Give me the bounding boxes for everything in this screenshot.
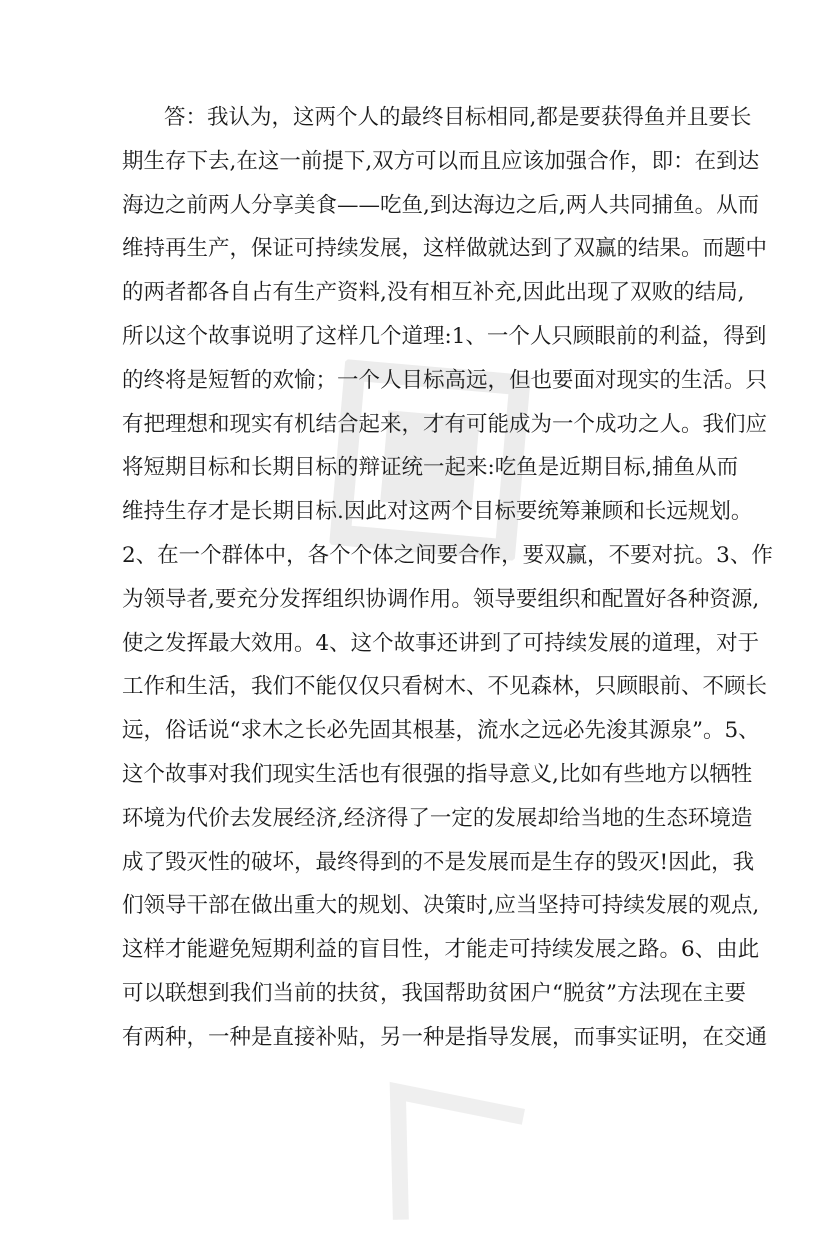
text-line: 工作和生活，我们不能仅仅只看树木、不见森林，只顾眼前、不顾长 [122, 674, 768, 700]
text-line: 环境为代价去发展经济,经济得了一定的发展却给当地的生态环境造 [122, 805, 753, 831]
text-line: 为领导者,要充分发挥组织协调作用。领导要组织和配置好各种资源, [122, 586, 760, 612]
text-line: 海边之前两人分享美食——吃鱼,到达海边之后,两人共同捕鱼。从而 [122, 192, 760, 218]
text-line: 的终将是短暂的欢愉；一个人目标高远，但也要面对现实的生活。只 [122, 367, 768, 393]
text-line: 2、在一个群体中，各个个体之间要合作，要双赢，不要对抗。3、作 [122, 542, 773, 568]
answer-paragraph [122, 96, 773, 1060]
text-line: 维持再生产，保证可持续发展，这样做就达到了双赢的结果。而题中 [122, 236, 768, 262]
text-line: 有两种，一种是直接补贴，另一种是指导发展，而事实证明，在交通 [122, 1024, 768, 1050]
text-line: 可以联想到我们当前的扶贫，我国帮助贫困户“脱贫”方法现在主要 [122, 980, 746, 1006]
text-line: 答：我认为，这两个人的最终目标相同,都是要获得鱼并且要长 [164, 105, 752, 130]
text-line: 维持生存才是长期目标.因此对这两个目标要统筹兼顾和长远规划。 [122, 499, 753, 525]
text-line: 使之发挥最大效用。4、这个故事还讲到了可持续发展的道理，对于 [122, 630, 760, 656]
text-line: 这个故事对我们现实生活也有很强的指导意义,比如有些地方以牺牲 [122, 761, 753, 787]
text-line: 们领导干部在做出重大的规划、决策时,应当坚持可持续发展的观点, [122, 893, 760, 919]
text-line: 的两者都各自占有生产资料,没有相互补充,因此出现了双败的结局, [122, 280, 745, 306]
text-line: 期生存下去,在这一前提下,双方可以而且应该加强合作，即：在到达 [122, 148, 760, 174]
text-line: 将短期目标和长期目标的辩证统一起来:吃鱼是近期目标,捕鱼从而 [122, 455, 739, 481]
text-line: 远，俗话说“求木之长必先固其根基，流水之远必先浚其源泉”。5、 [122, 718, 760, 744]
text-line: 有把理想和现实有机结合起来，才有可能成为一个成功之人。我们应 [122, 411, 768, 437]
text-line: 这样才能避免短期利益的盲目性，才能走可持续发展之路。6、由此 [122, 937, 760, 963]
text-line: 成了毁灭性的破坏，最终得到的不是发展而是生存的毁灭!因此，我 [122, 849, 755, 875]
text-line: 所以这个故事说明了这样几个道理:1、一个人只顾眼前的利益，得到 [122, 323, 767, 349]
